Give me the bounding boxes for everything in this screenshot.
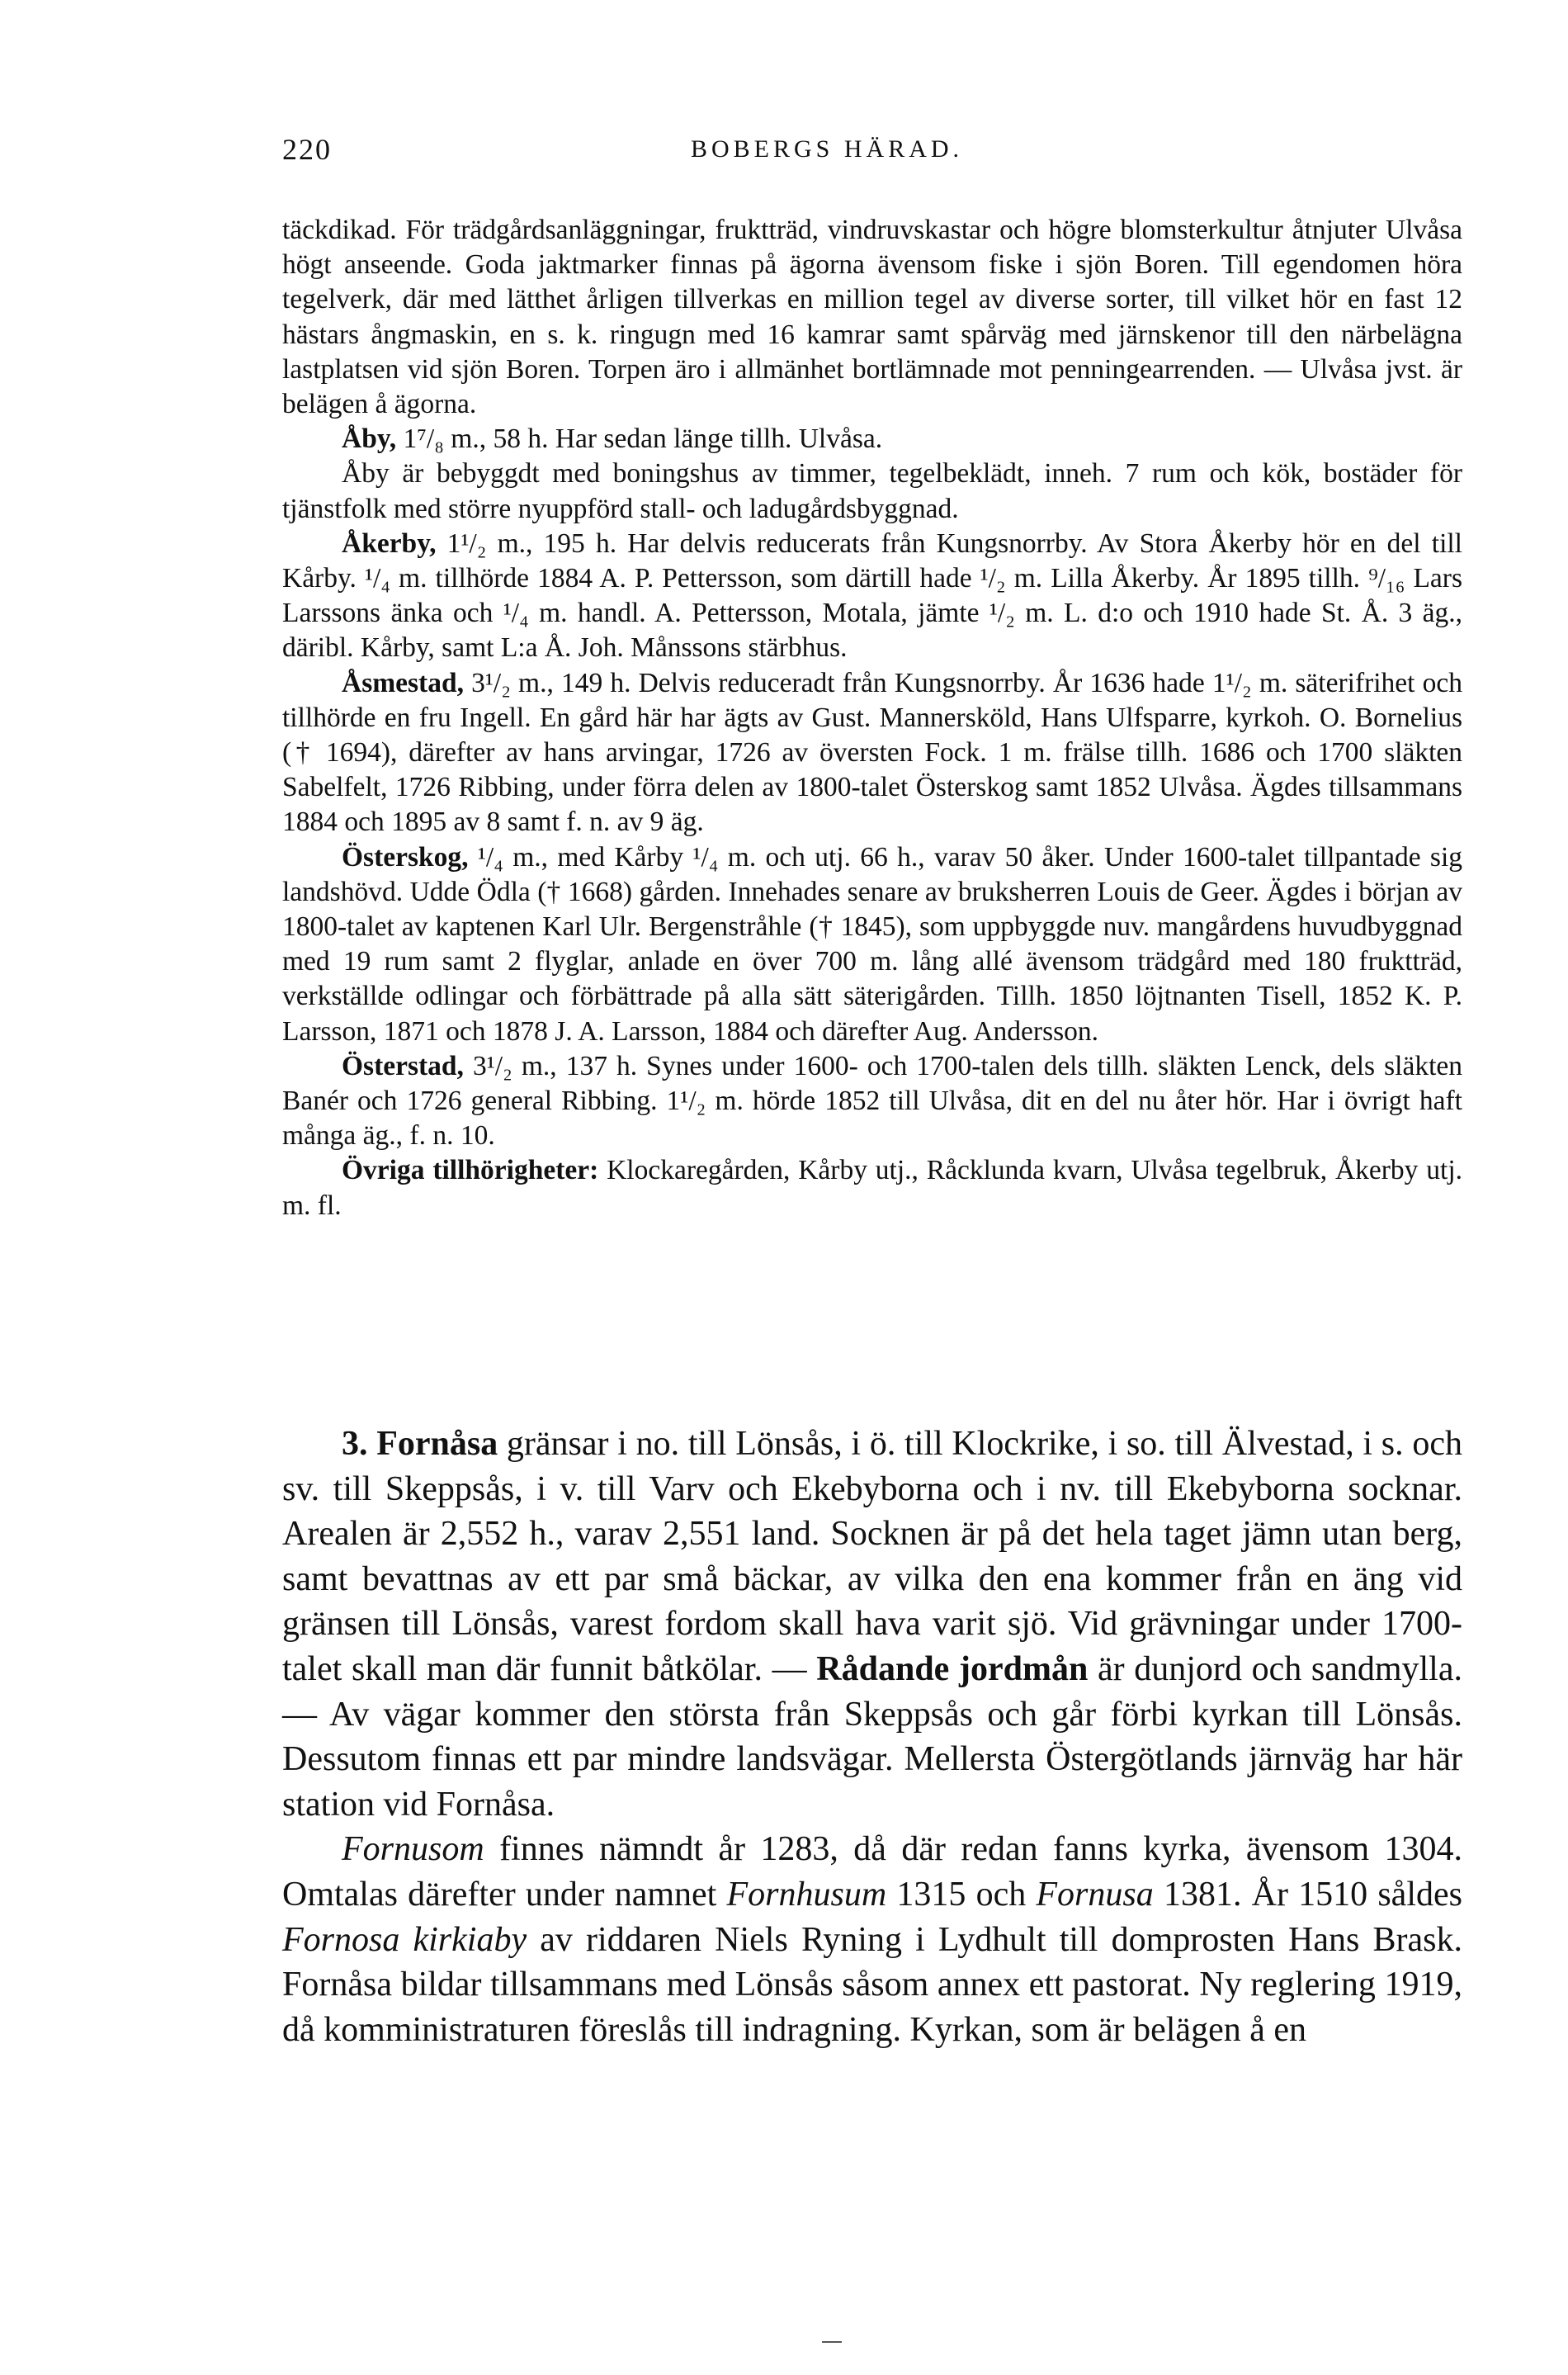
name-fornosa-kirkiaby: Fornosa kirkiaby bbox=[282, 1920, 527, 1959]
paragraph-asmestad bbox=[282, 666, 1462, 840]
entry-text-osterstad: 3¹/₂ m., 137 h. Synes under 1600- och 1700-talen dels tillh. släkten Lenck, dels släkten Banér och 1726 general Ribbing. 1¹/₂ m. hörde 1852 till Ulvåsa, dit en del nu åter hör. Har i övrigt haft många äg., f. n. 10. bbox=[282, 1050, 1462, 1152]
entry-text-osterskog: ¹/₄ m., med Kårby ¹/₄ m. och utj. 66 h., varav 50 åker. Under 1600-talet tillpantade sig landshövd. Udde Ödla († 1668) gården. Innehades senare av bruksherren Louis de Geer. Ägdes i början av 1800-talet av kaptenen Karl Ulr. Bergenstråhle († 1845), som uppbyggde nuv. mangårdens huvudbyggnad med 19 rum samt 2 flyglar, anlade en över 700 m. lång allé ävensom trädgård med 180 fruktträd, verkställde odlingar och förbättrade på alla sätt säterigården. Tillh. 1850 löjtnanten Tisell, 1852 K. P. Larsson, 1871 och 1878 J. A. Larsson, 1884 och därefter Aug. Andersson. bbox=[282, 841, 1462, 1047]
estate-descriptions bbox=[282, 213, 1462, 1223]
radande-text: är dunjord och sandmylla. — Av vägar kommer den största från Skeppsås och går förbi kyrkan till Lönsås. Dessutom finnas ett par mindre landsvägar. Mellersta Östergötlands järnväg har här station vid Fornåsa. bbox=[282, 1649, 1462, 1824]
page-number: 220 bbox=[282, 133, 332, 166]
paragraph-fornasa-history bbox=[282, 1827, 1462, 2052]
history-text-2: 1315 och bbox=[886, 1875, 1037, 1914]
name-fornusa: Fornusa bbox=[1036, 1875, 1154, 1914]
entry-title-aby: Åby, bbox=[342, 423, 397, 455]
fornasa-text: gränsar i no. till Lönsås, i ö. till Klockrike, i so. till Älvestad, i s. och sv. till Skeppsås, i v. till Varv och Ekebyborna och i nv. till Ekebyborna socknar. Arealen är 2,552 h., varav 2,551 land. Socknen är på det hela taget jämn utan berg, samt bevattnas av ett par små bäckar, av vilka den ena kommer från en äng vid gränsen till Lönsås, varest fordom skall hava varit sjö. Vid grävningar under 1700-talet skall man där funnit båtkölar. — bbox=[282, 1425, 1463, 1688]
history-text-3: 1381. År 1510 såldes bbox=[1153, 1875, 1462, 1914]
history-text-4: av riddaren Niels Ryning i Lydhult till domprosten Hans Brask. Fornåsa bildar tillsammans med Lönsås såsom annex ett pastorat. Ny reglering 1919, då komministraturen föreslås till indragning. Kyrkan, som är belägen å en bbox=[282, 1920, 1463, 2049]
radande-jordman-label: Rådande jordmån bbox=[816, 1649, 1089, 1688]
paragraph-ovriga bbox=[282, 1153, 1462, 1223]
paragraph-aby-buildings: Åby är bebyggdt med boningshus av timmer, tegelbeklädt, inneh. 7 rum och kök, bostäder för tjänstfolk med större nyuppförd stall- och ladugårdsbyggnad. bbox=[282, 458, 1462, 524]
history-text-1: finnes nämndt år 1283, då där redan fanns kyrka, ävensom 1304. Omtalas därefter under namnet bbox=[282, 1830, 1462, 1914]
page-header bbox=[282, 132, 1462, 182]
paragraph-aby bbox=[282, 422, 1462, 457]
paragraph-fornasa-intro bbox=[282, 1422, 1462, 1827]
running-head: BOBERGS HÄRAD. bbox=[691, 135, 964, 163]
entry-text-ovriga: Klockaregården, Kårby utj., Råcklunda kvarn, Ulvåsa tegelbruk, Åkerby utj. m. fl. bbox=[282, 1155, 1462, 1221]
entry-text-asmestad: 3¹/₂ m., 149 h. Delvis reduceradt från Kungsnorrby. År 1636 hade 1¹/₂ m. säterifrihet och tillhörde en fru Ingell. En gård här har ägts av Gust. Mannersköld, Hans Ulfsparre, kyrkoh. O. Bornelius († 1694), därefter av hans arvingar, 1726 av översten Fock. 1 m. frälse tillh. 1686 och 1700 släkten Sabelfelt, 1726 Ribbing, under förra delen av 1800-talet Österskog samt 1852 Ulvåsa. Ägdes tillsammans 1884 och 1895 av 8 samt f. n. av 9 äg. bbox=[282, 667, 1462, 838]
paragraph-osterskog bbox=[282, 840, 1462, 1049]
name-fornhusum: Fornhusum bbox=[726, 1875, 887, 1914]
name-fornusom: Fornusom bbox=[342, 1830, 484, 1869]
section-title-fornasa: Fornåsa bbox=[376, 1425, 498, 1463]
entry-text-aby: 1⁷/₈ m., 58 h. Har sedan länge tillh. Ulvåsa. bbox=[396, 423, 883, 455]
entry-title-osterstad: Österstad, bbox=[342, 1050, 464, 1081]
entry-title-osterskog: Österskog, bbox=[342, 841, 469, 873]
entry-text-akerby: 1¹/₂ m., 195 h. Har delvis reducerats från Kungsnorrby. Av Stora Åkerby hör en del till Kårby. ¹/₄ m. tillhörde 1884 A. P. Pettersson, som därtill hade ¹/₂ m. Lilla Åkerby. År 1895 tillh. ⁹/₁₆ Lars Larssons änka och ¹/₄ m. handl. A. Pettersson, Motala, jämte ¹/₂ m. L. d:o och 1910 hade St. Å. 3 äg., däribl. Kårby, samt L:a Å. Joh. Månssons stärbhus. bbox=[282, 528, 1462, 664]
entry-title-asmestad: Åsmestad, bbox=[342, 667, 464, 698]
entry-title-akerby: Åkerby, bbox=[342, 528, 437, 559]
paragraph-akerby bbox=[282, 527, 1462, 666]
parish-section-fornasa bbox=[282, 1422, 1462, 2052]
paragraph-ulvasa-continued: täckdikad. För trädgårdsanläggningar, fruktträd, vindruvskastar och högre blomsterkultur åtnjuter Ulvåsa högt anseende. Goda jaktmarker finnas på ägorna ävensom fiske i sjön Boren. Till egendomen höra tegelverk, där med lätthet årligen tillverkas en million tegel av diverse sorter, till vilket hör en fast 12 hästars ångmaskin, en s. k. ringugn med 16 kamrar samt spårväg med järnskenor till den närbelägna lastplatsen vid sjön Boren. Torpen äro i allmänhet bortlämnade mot penningearrenden. — Ulvåsa jvst. är belägen å ägorna. bbox=[282, 215, 1462, 420]
entry-title-ovriga: Övriga tillhörigheter: bbox=[342, 1155, 599, 1186]
paragraph-osterstad bbox=[282, 1049, 1462, 1154]
section-number: 3. bbox=[342, 1425, 368, 1463]
footer-mark bbox=[822, 2341, 842, 2343]
